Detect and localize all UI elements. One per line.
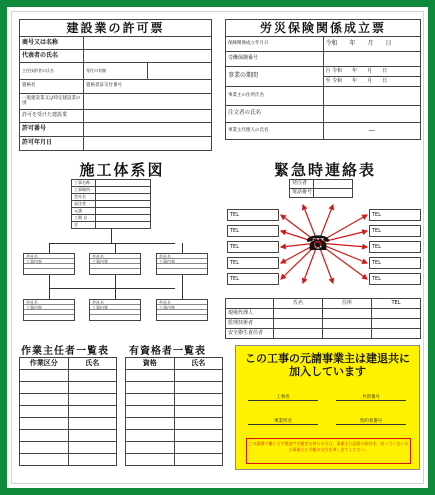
list-row: [20, 406, 117, 418]
emergency-header-table: [289, 179, 353, 198]
org-top-label: 工事名称: [72, 180, 96, 187]
emergency-bottom-table: [225, 298, 421, 339]
insurance-row-value: [323, 52, 421, 67]
org-top-label: 発注者: [72, 201, 96, 208]
tel-box: TEL: [227, 225, 279, 237]
org-connector: [182, 243, 183, 253]
list-cell: [20, 418, 69, 430]
list-row: [20, 442, 117, 454]
insurance-row-value: ―: [323, 123, 421, 140]
org-box-row: 工事内容: [24, 305, 74, 310]
list-row: [20, 454, 117, 466]
retirement-heading: この工事の元請事業主は建退共に加入しています: [245, 352, 410, 378]
org-top-value: [96, 180, 151, 187]
tel-box: TEL: [227, 209, 279, 221]
list-cell: [174, 394, 223, 406]
list-cell: [126, 430, 175, 442]
list-cell: [20, 430, 69, 442]
emergency-cell: [274, 329, 323, 339]
org-top-label: 工期 自: [72, 215, 96, 222]
telephone-icon: ☎: [305, 231, 331, 255]
org-top-box: [71, 179, 151, 229]
permit-value: [84, 137, 212, 151]
qualified-col-header: 資格: [126, 358, 175, 370]
list-cell: [20, 370, 69, 382]
tel-box: TEL: [227, 273, 279, 285]
tel-box: TEL: [227, 257, 279, 269]
org-box-row: [24, 269, 74, 274]
org-box-row: 工事内容: [24, 259, 74, 264]
permit-row-label: 商号又は名称: [20, 37, 84, 50]
org-top-label: 至: [72, 222, 96, 229]
org-subcontractor-box: [89, 299, 141, 321]
insurance-row-value: 令和 年 月 日: [323, 37, 421, 52]
emergency-col-header: 住所: [323, 299, 372, 309]
list-cell: [174, 382, 223, 394]
list-row: [126, 454, 223, 466]
list-cell: [68, 394, 117, 406]
org-box-row: 会社名: [90, 300, 140, 305]
org-box-row: 工事内容: [90, 305, 140, 310]
permit-row-label: 許可を受けた建設業: [20, 110, 84, 123]
org-top-label: 元請: [72, 208, 96, 215]
insurance-table: [225, 19, 421, 140]
retirement-field: 事業所名: [248, 418, 318, 425]
list-row: [20, 418, 117, 430]
list-row: [126, 442, 223, 454]
emergency-cell: [323, 329, 372, 339]
org-connector: [182, 275, 183, 299]
org-top-value: [96, 215, 151, 222]
list-cell: [20, 442, 69, 454]
permit-row-label: 代表者の氏名: [20, 50, 84, 63]
emergency-title: 緊急時連絡表: [273, 161, 376, 179]
list-row: [20, 370, 117, 382]
list-cell: [68, 442, 117, 454]
insurance-row-value: [323, 87, 421, 106]
qualified-title: 有資格者一覧表: [129, 346, 206, 357]
org-top-value: [96, 194, 151, 201]
org-connector: [115, 275, 116, 299]
org-chart-title: 施工体系図: [79, 161, 165, 179]
work-chief-col-header: 氏名: [68, 358, 117, 370]
list-cell: [126, 406, 175, 418]
list-cell: [126, 442, 175, 454]
work-chief-title: 作業主任者一覧表: [21, 346, 109, 357]
list-row: [20, 430, 117, 442]
list-cell: [126, 394, 175, 406]
list-cell: [126, 454, 175, 466]
list-cell: [20, 394, 69, 406]
emergency-cell: [323, 319, 372, 329]
tel-box: TEL: [227, 241, 279, 253]
list-cell: [68, 430, 117, 442]
tel-box: TEL: [369, 225, 421, 237]
insurance-row-label: 事業主代理人の氏名: [226, 123, 324, 140]
emergency-cell: [372, 309, 421, 319]
insurance-row-value: [323, 106, 421, 123]
org-box-row: [90, 269, 140, 274]
org-subcontractor-box: [23, 299, 75, 321]
permit-table: [19, 19, 212, 151]
list-cell: [68, 418, 117, 430]
qualified-table: [125, 357, 223, 466]
org-subcontractor-box: [156, 299, 208, 321]
list-cell: [174, 418, 223, 430]
org-top-value: [96, 201, 151, 208]
org-connector: [49, 243, 50, 253]
org-subcontractor-box: [23, 253, 75, 275]
org-box-row: [157, 315, 207, 320]
retirement-note: この現場で働く方で建退共手帳をお持ちの方は、事業主に証紙の貼付を、持っていない方は事業主に手帳の交付を申し出てください。: [246, 438, 411, 464]
org-top-label: 会社名: [72, 194, 96, 201]
emergency-header-value: [314, 180, 353, 189]
permit-row-label: 資格名: [20, 80, 84, 94]
tel-box: TEL: [369, 273, 421, 285]
insurance-row-value: 自 令和 年 月 日: [323, 67, 421, 77]
permit-value: [148, 63, 212, 80]
list-cell: [20, 382, 69, 394]
list-cell: [68, 370, 117, 382]
list-cell: [68, 406, 117, 418]
permit-row-label: 許可番号: [20, 123, 84, 137]
permit-row-label: 資格者証交付番号: [84, 80, 212, 94]
tel-box: TEL: [369, 257, 421, 269]
list-row: [126, 394, 223, 406]
retirement-field: 契約者番号: [336, 418, 406, 425]
emergency-cell: [274, 309, 323, 319]
emergency-header-label: 電話番号: [290, 189, 314, 198]
permit-value: [84, 94, 212, 110]
list-cell: [20, 406, 69, 418]
emergency-cell: [372, 329, 421, 339]
org-box-row: 工事内容: [90, 259, 140, 264]
retirement-field: 工事名: [248, 394, 318, 401]
list-row: [126, 430, 223, 442]
qualified-col-header: 氏名: [174, 358, 223, 370]
list-cell: [174, 406, 223, 418]
list-row: [126, 406, 223, 418]
permit-value: [84, 123, 212, 137]
list-cell: [68, 454, 117, 466]
org-top-value: [96, 187, 151, 194]
org-box-row: 工事内容: [157, 259, 207, 264]
insurance-row-label: 労働保険番号: [226, 52, 324, 67]
list-row: [126, 370, 223, 382]
permit-title: 建設業の許可票: [20, 20, 212, 37]
org-box-row: 会社名: [24, 254, 74, 259]
work-chief-table: [19, 357, 117, 466]
list-row: [20, 394, 117, 406]
list-cell: [174, 370, 223, 382]
emergency-row-label: 現場代理人: [226, 309, 274, 319]
org-box-row: 工事内容: [157, 305, 207, 310]
permit-row-label: 主任技術者の氏名: [20, 63, 84, 80]
org-box-row: 会社名: [157, 254, 207, 259]
org-box-row: 会社名: [90, 254, 140, 259]
org-box-row: [24, 315, 74, 320]
insurance-row-label: 注文者の氏名: [226, 106, 324, 123]
retirement-fund-panel: [235, 345, 420, 470]
list-cell: [68, 382, 117, 394]
tel-box: TEL: [369, 209, 421, 221]
org-connector: [49, 288, 175, 289]
emergency-row-label: 安全衛生責任者: [226, 329, 274, 339]
emergency-col-header: 氏名: [274, 299, 323, 309]
list-cell: [174, 430, 223, 442]
list-row: [126, 382, 223, 394]
list-cell: [126, 418, 175, 430]
list-cell: [20, 454, 69, 466]
org-top-label: 工事場所: [72, 187, 96, 194]
permit-value: [84, 37, 212, 50]
list-row: [126, 418, 223, 430]
org-connector: [49, 243, 175, 244]
emergency-header-label: 発注者: [290, 180, 314, 189]
permit-row-label: 専任の有無: [84, 63, 148, 80]
work-chief-col-header: 作業区分: [20, 358, 69, 370]
emergency-cell: [372, 319, 421, 329]
emergency-cell: [274, 319, 323, 329]
org-box-row: [90, 315, 140, 320]
org-connector: [111, 229, 112, 243]
emergency-col-header: TEL: [372, 299, 421, 309]
permit-row-label: 許可年月日: [20, 137, 84, 151]
insurance-row-label: 保険関係成立年月日: [226, 37, 324, 52]
permit-value: [84, 50, 212, 63]
insurance-row-label: 事業主の住所氏名: [226, 87, 324, 106]
insurance-row-label: 事業の期間: [226, 67, 324, 87]
list-cell: [126, 382, 175, 394]
emergency-blank: [226, 299, 274, 309]
permit-value: [84, 110, 212, 123]
emergency-row-label: 監理技術者: [226, 319, 274, 329]
org-connector: [49, 275, 50, 299]
org-box-row: 会社名: [157, 300, 207, 305]
tel-box: TEL: [369, 241, 421, 253]
insurance-row-value: 至 令和 年 月 日: [323, 77, 421, 87]
org-top-value: [96, 222, 151, 229]
list-cell: [174, 454, 223, 466]
org-box-row: 会社名: [24, 300, 74, 305]
org-connector: [115, 243, 116, 253]
org-top-value: [96, 208, 151, 215]
org-box-row: [157, 269, 207, 274]
list-cell: [126, 370, 175, 382]
permit-row-label: 一般建設業又は特定建設業の別: [20, 94, 84, 110]
insurance-title: 労災保険関係成立票: [226, 20, 421, 37]
list-row: [20, 382, 117, 394]
retirement-field: 共済番号: [336, 394, 406, 401]
list-cell: [174, 442, 223, 454]
emergency-cell: [323, 309, 372, 319]
org-subcontractor-box: [89, 253, 141, 275]
org-subcontractor-box: [156, 253, 208, 275]
